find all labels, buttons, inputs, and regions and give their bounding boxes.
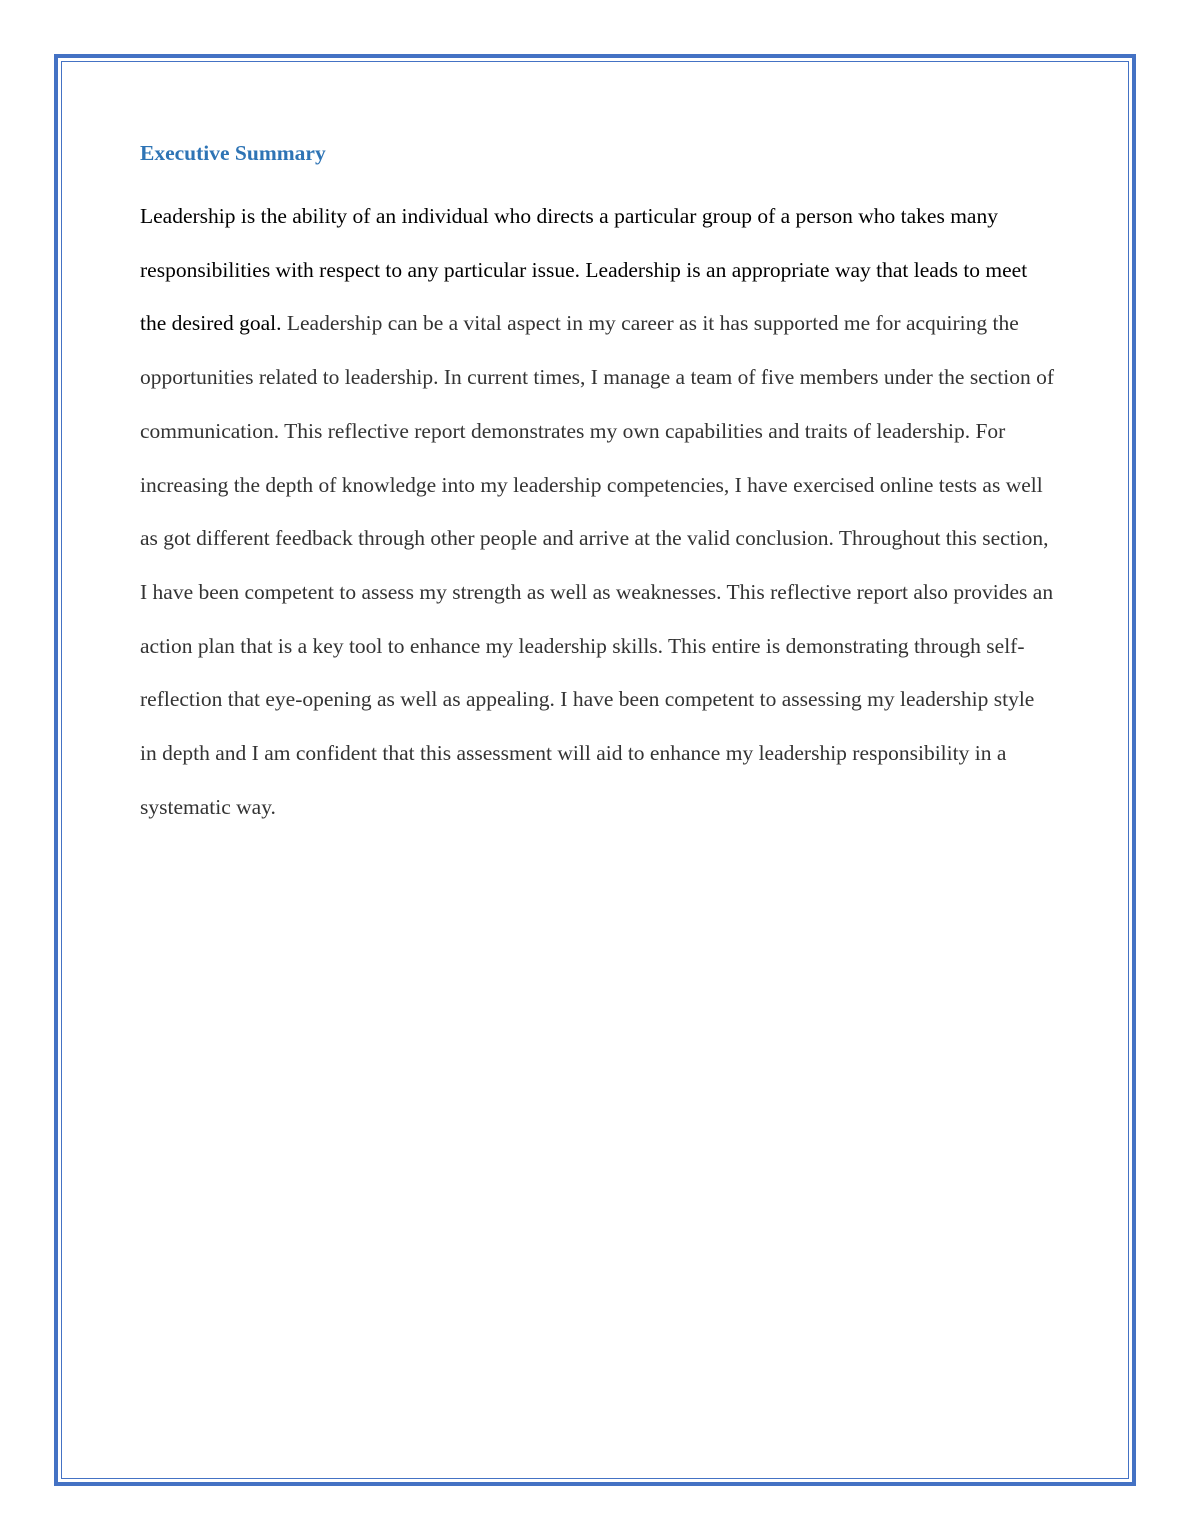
document-content [140, 136, 1055, 834]
paragraph-lead-text: Leadership is the ability of an individual who directs a particular group of a person who takes many responsibilities with respect to any particular issue. Leadership is an appropriate way that leads to meet the desired goal. [140, 204, 1028, 336]
section-heading: Executive Summary [140, 141, 326, 165]
paragraph-body-text: Leadership can be a vital aspect in my career as it has supported me for acquiring the opportunities related to leadership. In current times, I manage a team of five members under the section of communication. This reflective report demonstrates my own capabilities and traits of leadership. For increasing the depth of knowledge into my leadership competencies, I have exercised online tests as well as got different feedback through other people and arrive at the valid conclusion. Throughout this section, I have been competent to assess my strength as well as weaknesses. This reflective report also provides an action plan that is a key tool to enhance my leadership skills. This entire is demonstrating through self-reflection that eye-opening as well as appealing. I have been competent to assessing my leadership style in depth and I am confident that this assessment will aid to enhance my leadership responsibility in a systematic way. [140, 311, 1055, 819]
summary-paragraph [140, 190, 1055, 834]
